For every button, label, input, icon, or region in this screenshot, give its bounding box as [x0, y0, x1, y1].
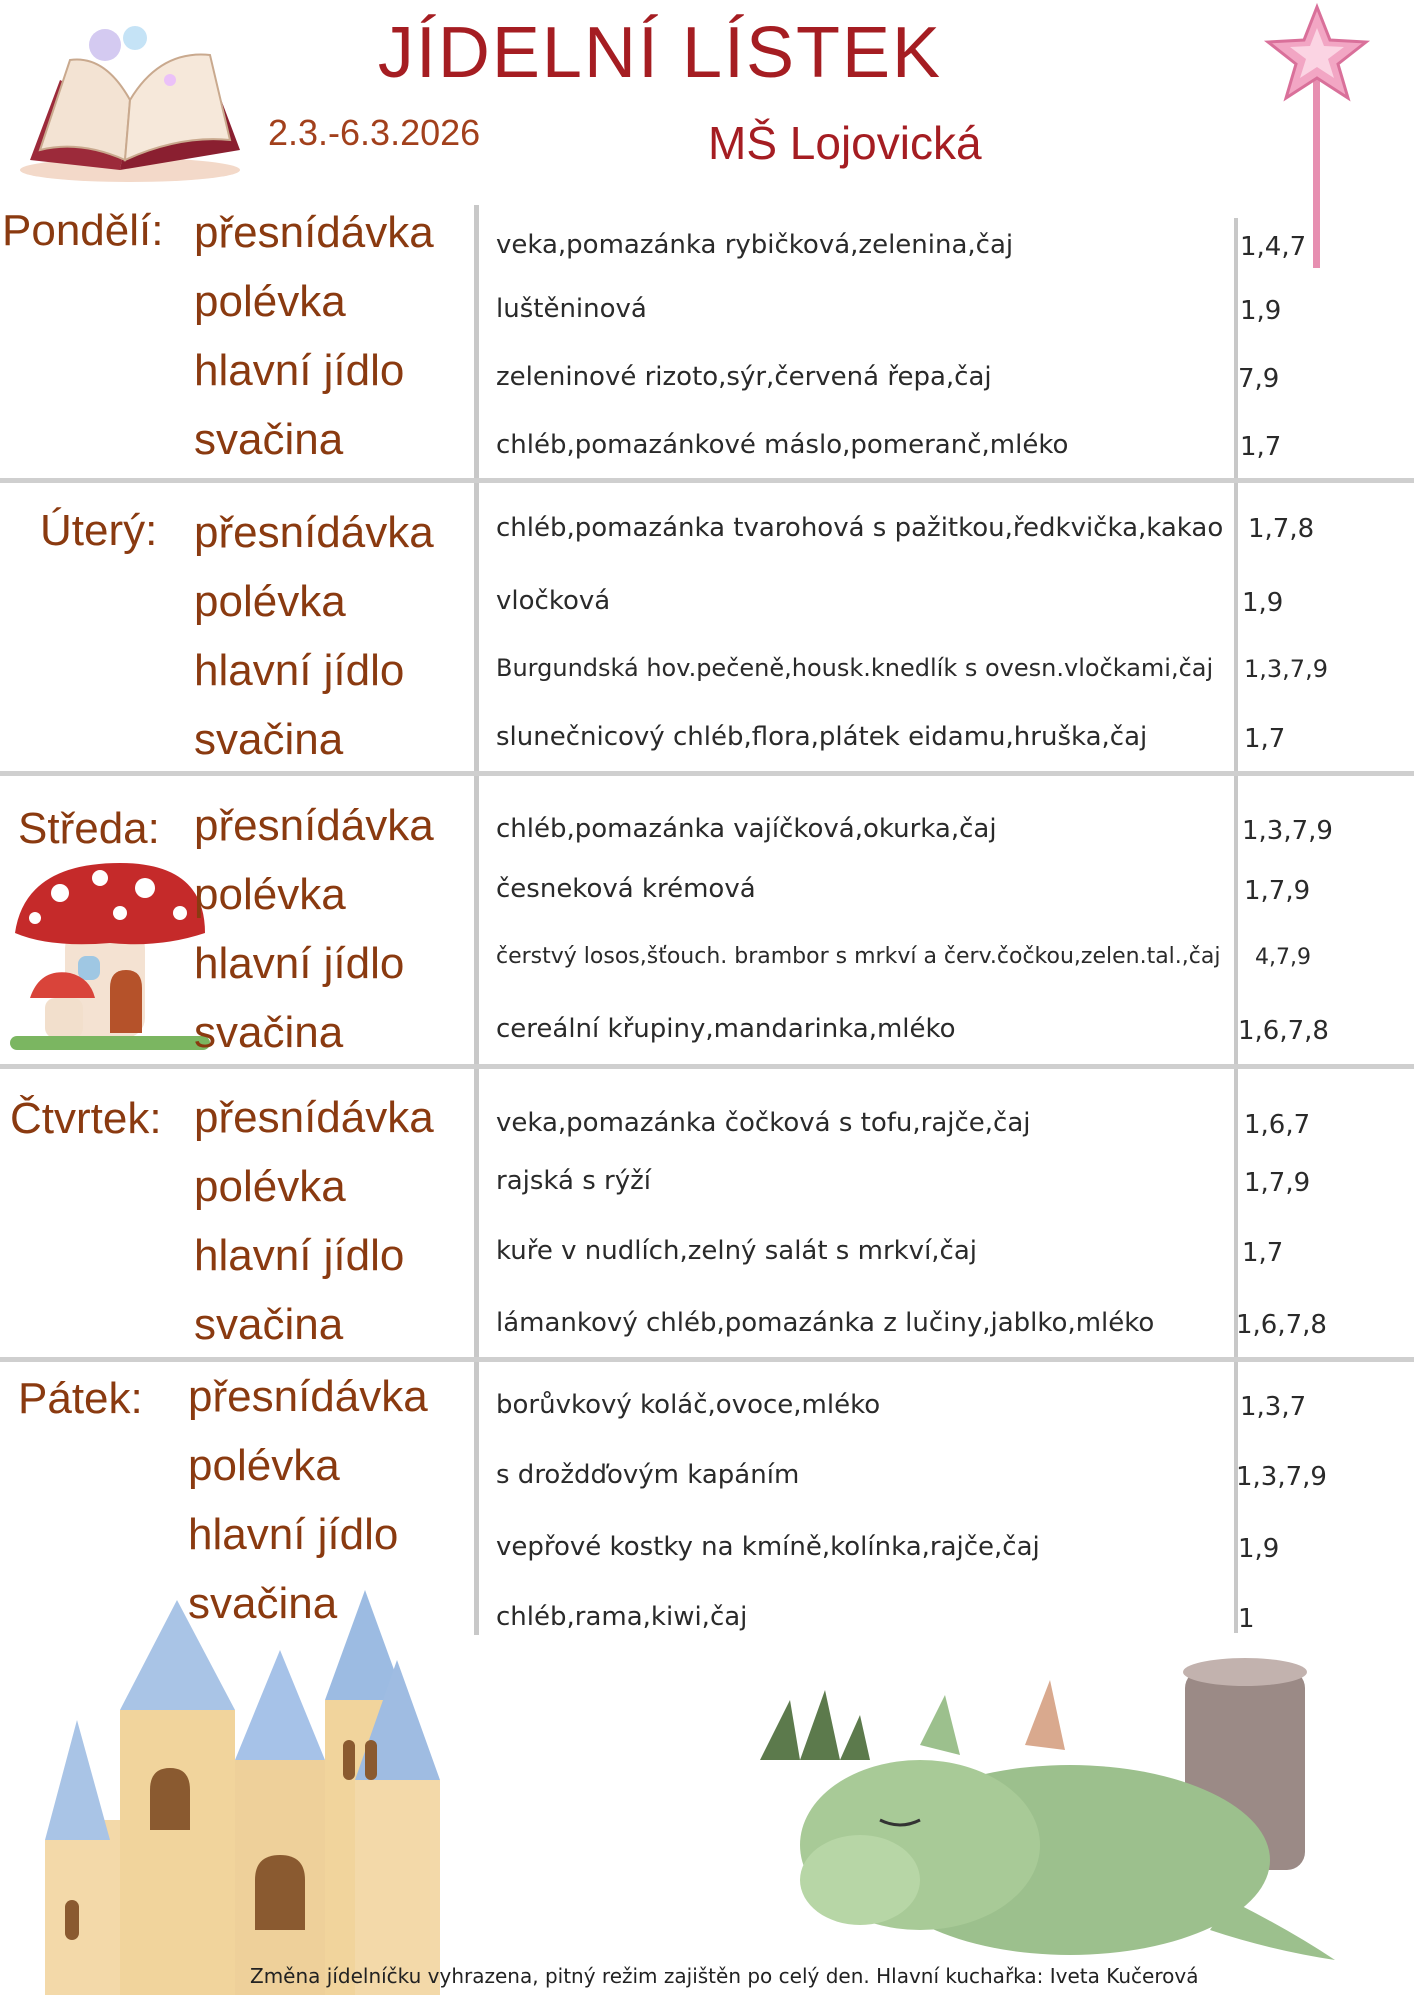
dish: borůvkový koláč,ovoce,mléko — [496, 1390, 881, 1420]
allergens: 1,6,7,8 — [1238, 1016, 1329, 1046]
meal-label: přesnídávka — [194, 508, 434, 557]
dish: zeleninové rizoto,sýr,červená řepa,čaj — [496, 362, 992, 392]
allergens: 1,9 — [1238, 1534, 1280, 1564]
allergens: 1,7,9 — [1244, 1168, 1311, 1198]
dish: Burgundská hov.pečeně,housk.knedlík s ovesn.vločkami,čaj — [496, 654, 1214, 682]
meal-labels-wednesday — [194, 791, 434, 1067]
meal-labels-thursday — [194, 1083, 434, 1359]
allergens: 1,3,7,9 — [1236, 1462, 1327, 1492]
dish: slunečnicový chléb,flora,plátek eidamu,hruška,čaj — [496, 722, 1148, 752]
meal-label: polévka — [194, 577, 346, 626]
day-label-thursday: Čtvrtek: — [10, 1094, 162, 1143]
dish: chléb,pomazánka vajíčková,okurka,čaj — [496, 814, 997, 844]
dish: rajská s rýží — [496, 1166, 651, 1196]
allergens: 1,3,7 — [1240, 1392, 1307, 1422]
meal-label: přesnídávka — [188, 1372, 428, 1421]
castle-illustration — [25, 1590, 480, 1995]
column-divider — [474, 205, 479, 1635]
allergens: 4,7,9 — [1255, 945, 1311, 970]
meal-label: svačina — [194, 1300, 344, 1349]
dish: s droždďovým kapáním — [496, 1460, 800, 1490]
day-label-friday: Pátek: — [18, 1374, 143, 1423]
meal-label: svačina — [188, 1579, 338, 1628]
date-range: 2.3.-6.3.2026 — [268, 112, 481, 153]
meal-label: hlavní jídlo — [194, 646, 405, 695]
allergens: 1 — [1238, 1604, 1255, 1634]
meal-label: přesnídávka — [194, 208, 434, 257]
meal-label: hlavní jídlo — [194, 1231, 405, 1280]
dish: chléb,pomazánka tvarohová s pažitkou,ředkvička,kakao — [496, 513, 1224, 543]
meal-label: polévka — [194, 1162, 346, 1211]
dish: luštěninová — [496, 294, 647, 324]
row-divider — [0, 478, 1414, 483]
dish: chléb,pomazánkové máslo,pomeranč,mléko — [496, 430, 1069, 460]
school-name: MŠ Lojovická — [708, 117, 982, 169]
day-label-monday: Pondělí: — [2, 206, 164, 255]
meal-label: hlavní jídlo — [194, 346, 405, 395]
dish: česneková krémová — [496, 874, 756, 904]
meal-label: polévka — [188, 1441, 340, 1490]
allergens: 1,6,7 — [1244, 1110, 1311, 1140]
dish: kuře v nudlích,zelný salát s mrkví,čaj — [496, 1236, 978, 1266]
allergens: 1,9 — [1240, 296, 1282, 326]
meal-label: přesnídávka — [194, 801, 434, 850]
allergens: 1,3,7,9 — [1244, 655, 1328, 683]
meal-label: hlavní jídlo — [188, 1510, 399, 1559]
meal-label: polévka — [194, 277, 346, 326]
allergens: 1,6,7,8 — [1236, 1310, 1327, 1340]
dish: vepřové kostky na kmíně,kolínka,rajče,čaj — [496, 1532, 1040, 1562]
dish: vločková — [496, 586, 611, 616]
page-title: JÍDELNÍ LÍSTEK — [377, 13, 943, 93]
allergens: 1,9 — [1242, 588, 1284, 618]
sleeping-dragon-illustration — [730, 1660, 1340, 1970]
meal-label: svačina — [194, 415, 344, 464]
allergens: 1,7,9 — [1244, 876, 1311, 906]
allergens: 1,4,7 — [1240, 232, 1307, 262]
dish: čerstvý losos,šťouch. brambor s mrkví a červ.čočkou,zelen.tal.,čaj — [496, 944, 1221, 969]
day-label-wednesday: Středa: — [18, 804, 160, 853]
meal-labels-tuesday — [194, 498, 434, 774]
allergens: 7,9 — [1238, 364, 1280, 394]
dish: veka,pomazánka rybičková,zelenina,čaj — [496, 230, 1014, 260]
meal-labels-monday — [194, 198, 434, 474]
allergens: 1,3,7,9 — [1242, 816, 1333, 846]
meal-label: svačina — [194, 1008, 344, 1057]
meal-label: polévka — [194, 870, 346, 919]
dish: veka,pomazánka čočková s tofu,rajče,čaj — [496, 1108, 1031, 1138]
dish: lámankový chléb,pomazánka z lučiny,jablko,mléko — [496, 1308, 1155, 1338]
dish: cereální křupiny,mandarinka,mléko — [496, 1014, 956, 1044]
allergens: 1,7 — [1244, 724, 1286, 754]
meal-label: svačina — [194, 715, 344, 764]
dish: chléb,rama,kiwi,čaj — [496, 1602, 748, 1632]
mushroom-house-illustration — [10, 858, 210, 1053]
allergens: 1,7 — [1240, 432, 1282, 462]
meal-label: hlavní jídlo — [194, 939, 405, 988]
day-label-tuesday: Úterý: — [40, 506, 158, 555]
footer-note: Změna jídelníčku vyhrazena, pitný režim zajištěn po celý den. Hlavní kuchařka: Iveta Kučerová — [250, 1964, 1199, 1988]
allergen-divider — [1234, 218, 1238, 1633]
allergens: 1,7,8 — [1248, 514, 1315, 544]
meal-labels-friday — [188, 1362, 428, 1638]
meal-label: přesnídávka — [194, 1093, 434, 1142]
allergens: 1,7 — [1242, 1238, 1284, 1268]
